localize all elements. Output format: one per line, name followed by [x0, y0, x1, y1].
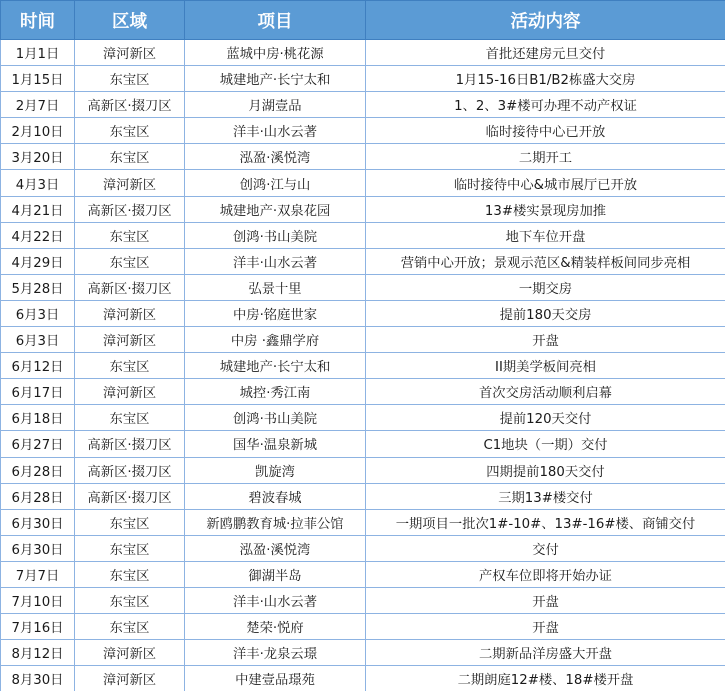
cell-activity: 提前120天交付 [366, 405, 725, 431]
cell-district: 漳河新区 [75, 40, 185, 66]
table-row [1, 666, 725, 691]
cell-project: 创鸿·书山美院 [185, 222, 366, 248]
cell-district: 东宝区 [75, 144, 185, 170]
cell-district: 漳河新区 [75, 300, 185, 326]
cell-project: 御湖半岛 [185, 561, 366, 587]
cell-activity: 交付 [366, 535, 725, 561]
cell-activity: 营销中心开放；景观示范区&精装样板间同步亮相 [366, 248, 725, 274]
table-header [1, 1, 725, 40]
cell-date: 6月30日 [1, 535, 75, 561]
cell-activity: 产权车位即将开始办证 [366, 561, 725, 587]
header-row [1, 1, 725, 40]
cell-activity: II期美学板间亮相 [366, 353, 725, 379]
cell-date: 7月16日 [1, 614, 75, 640]
table-row [1, 66, 725, 92]
cell-date: 7月10日 [1, 587, 75, 613]
table-row [1, 561, 725, 587]
cell-date: 6月3日 [1, 327, 75, 353]
cell-district: 东宝区 [75, 535, 185, 561]
cell-activity: 开盘 [366, 614, 725, 640]
cell-activity: 地下车位开盘 [366, 222, 725, 248]
cell-project: 城建地产·长宁太和 [185, 353, 366, 379]
table-row [1, 118, 725, 144]
cell-date: 8月30日 [1, 666, 75, 691]
table-row [1, 274, 725, 300]
cell-district: 高新区·掇刀区 [75, 483, 185, 509]
cell-activity: 13#楼实景现房加推 [366, 196, 725, 222]
cell-date: 6月28日 [1, 483, 75, 509]
cell-activity: 首批还建房元旦交付 [366, 40, 725, 66]
cell-project: 洋丰·山水云著 [185, 248, 366, 274]
cell-project: 创鸿·书山美院 [185, 405, 366, 431]
cell-project: 城建地产·双泉花园 [185, 196, 366, 222]
table-row [1, 327, 725, 353]
cell-activity: 提前180天交房 [366, 300, 725, 326]
table-row [1, 144, 725, 170]
cell-project: 洋丰·山水云著 [185, 118, 366, 144]
cell-date: 2月7日 [1, 92, 75, 118]
cell-activity: 1月15-16日B1/B2栋盛大交房 [366, 66, 725, 92]
cell-date: 6月28日 [1, 457, 75, 483]
cell-activity: 首次交房活动顺利启幕 [366, 379, 725, 405]
table-row [1, 379, 725, 405]
cell-project: 月湖壹品 [185, 92, 366, 118]
cell-district: 漳河新区 [75, 327, 185, 353]
cell-activity: 三期13#楼交付 [366, 483, 725, 509]
cell-district: 漳河新区 [75, 640, 185, 666]
cell-date: 1月1日 [1, 40, 75, 66]
table-row [1, 640, 725, 666]
table-row [1, 353, 725, 379]
cell-activity: 一期项目一批次1#-10#、13#-16#楼、商铺交付 [366, 509, 725, 535]
cell-date: 4月3日 [1, 170, 75, 196]
table-row [1, 300, 725, 326]
cell-project: 碧波春城 [185, 483, 366, 509]
cell-district: 漳河新区 [75, 379, 185, 405]
table-row [1, 535, 725, 561]
table-row [1, 170, 725, 196]
table-row [1, 614, 725, 640]
cell-district: 东宝区 [75, 353, 185, 379]
cell-district: 东宝区 [75, 248, 185, 274]
cell-date: 6月30日 [1, 509, 75, 535]
cell-project: 国华·温泉新城 [185, 431, 366, 457]
cell-district: 高新区·掇刀区 [75, 196, 185, 222]
cell-project: 创鸿·江与山 [185, 170, 366, 196]
cell-activity: 二期开工 [366, 144, 725, 170]
cell-project: 泓盈·溪悦湾 [185, 535, 366, 561]
cell-activity: 四期提前180天交付 [366, 457, 725, 483]
cell-date: 8月12日 [1, 640, 75, 666]
table-row [1, 431, 725, 457]
cell-district: 高新区·掇刀区 [75, 92, 185, 118]
cell-date: 5月28日 [1, 274, 75, 300]
cell-district: 东宝区 [75, 561, 185, 587]
header-district: 区域 [75, 1, 185, 40]
cell-project: 中建壹品璟苑 [185, 666, 366, 691]
table-body [1, 40, 725, 691]
cell-project: 城建地产·长宁太和 [185, 66, 366, 92]
cell-activity: 1、2、3#楼可办理不动产权证 [366, 92, 725, 118]
table-row [1, 92, 725, 118]
cell-activity: 临时接待中心已开放 [366, 118, 725, 144]
cell-district: 东宝区 [75, 614, 185, 640]
cell-project: 凯旋湾 [185, 457, 366, 483]
cell-district: 漳河新区 [75, 666, 185, 691]
cell-date: 4月21日 [1, 196, 75, 222]
cell-activity: 开盘 [366, 327, 725, 353]
table-row [1, 509, 725, 535]
cell-project: 中房·铭庭世家 [185, 300, 366, 326]
cell-activity: 二期朗庭12#楼、18#楼开盘 [366, 666, 725, 691]
cell-date: 7月7日 [1, 561, 75, 587]
cell-district: 高新区·掇刀区 [75, 274, 185, 300]
cell-date: 6月3日 [1, 300, 75, 326]
cell-district: 高新区·掇刀区 [75, 457, 185, 483]
table-row [1, 405, 725, 431]
cell-project: 中房 ·鑫鼎学府 [185, 327, 366, 353]
cell-date: 6月12日 [1, 353, 75, 379]
cell-activity: 一期交房 [366, 274, 725, 300]
header-activity: 活动内容 [366, 1, 725, 40]
cell-date: 6月17日 [1, 379, 75, 405]
cell-activity: 开盘 [366, 587, 725, 613]
cell-project: 洋丰·龙泉云璟 [185, 640, 366, 666]
cell-activity: C1地块（一期）交付 [366, 431, 725, 457]
cell-project: 泓盈·溪悦湾 [185, 144, 366, 170]
cell-project: 城控·秀江南 [185, 379, 366, 405]
cell-date: 2月10日 [1, 118, 75, 144]
cell-date: 4月29日 [1, 248, 75, 274]
cell-activity: 临时接待中心&城市展厅已开放 [366, 170, 725, 196]
cell-district: 东宝区 [75, 405, 185, 431]
cell-project: 新鸥鹏教育城·拉菲公馆 [185, 509, 366, 535]
table-row [1, 40, 725, 66]
cell-district: 漳河新区 [75, 170, 185, 196]
table-row [1, 457, 725, 483]
cell-district: 东宝区 [75, 66, 185, 92]
header-project: 项目 [185, 1, 366, 40]
cell-project: 蓝城中房·桃花源 [185, 40, 366, 66]
table-row [1, 248, 725, 274]
table-row [1, 222, 725, 248]
cell-date: 4月22日 [1, 222, 75, 248]
cell-district: 东宝区 [75, 587, 185, 613]
cell-district: 东宝区 [75, 222, 185, 248]
cell-date: 1月15日 [1, 66, 75, 92]
table-row [1, 196, 725, 222]
cell-date: 6月27日 [1, 431, 75, 457]
cell-project: 弘景十里 [185, 274, 366, 300]
cell-project: 洋丰·山水云著 [185, 587, 366, 613]
cell-project: 楚荣·悦府 [185, 614, 366, 640]
cell-activity: 二期新品洋房盛大开盘 [366, 640, 725, 666]
table-row [1, 483, 725, 509]
cell-date: 3月20日 [1, 144, 75, 170]
cell-district: 东宝区 [75, 509, 185, 535]
cell-district: 高新区·掇刀区 [75, 431, 185, 457]
cell-district: 东宝区 [75, 118, 185, 144]
table-row [1, 587, 725, 613]
cell-date: 6月18日 [1, 405, 75, 431]
header-date: 时间 [1, 1, 75, 40]
